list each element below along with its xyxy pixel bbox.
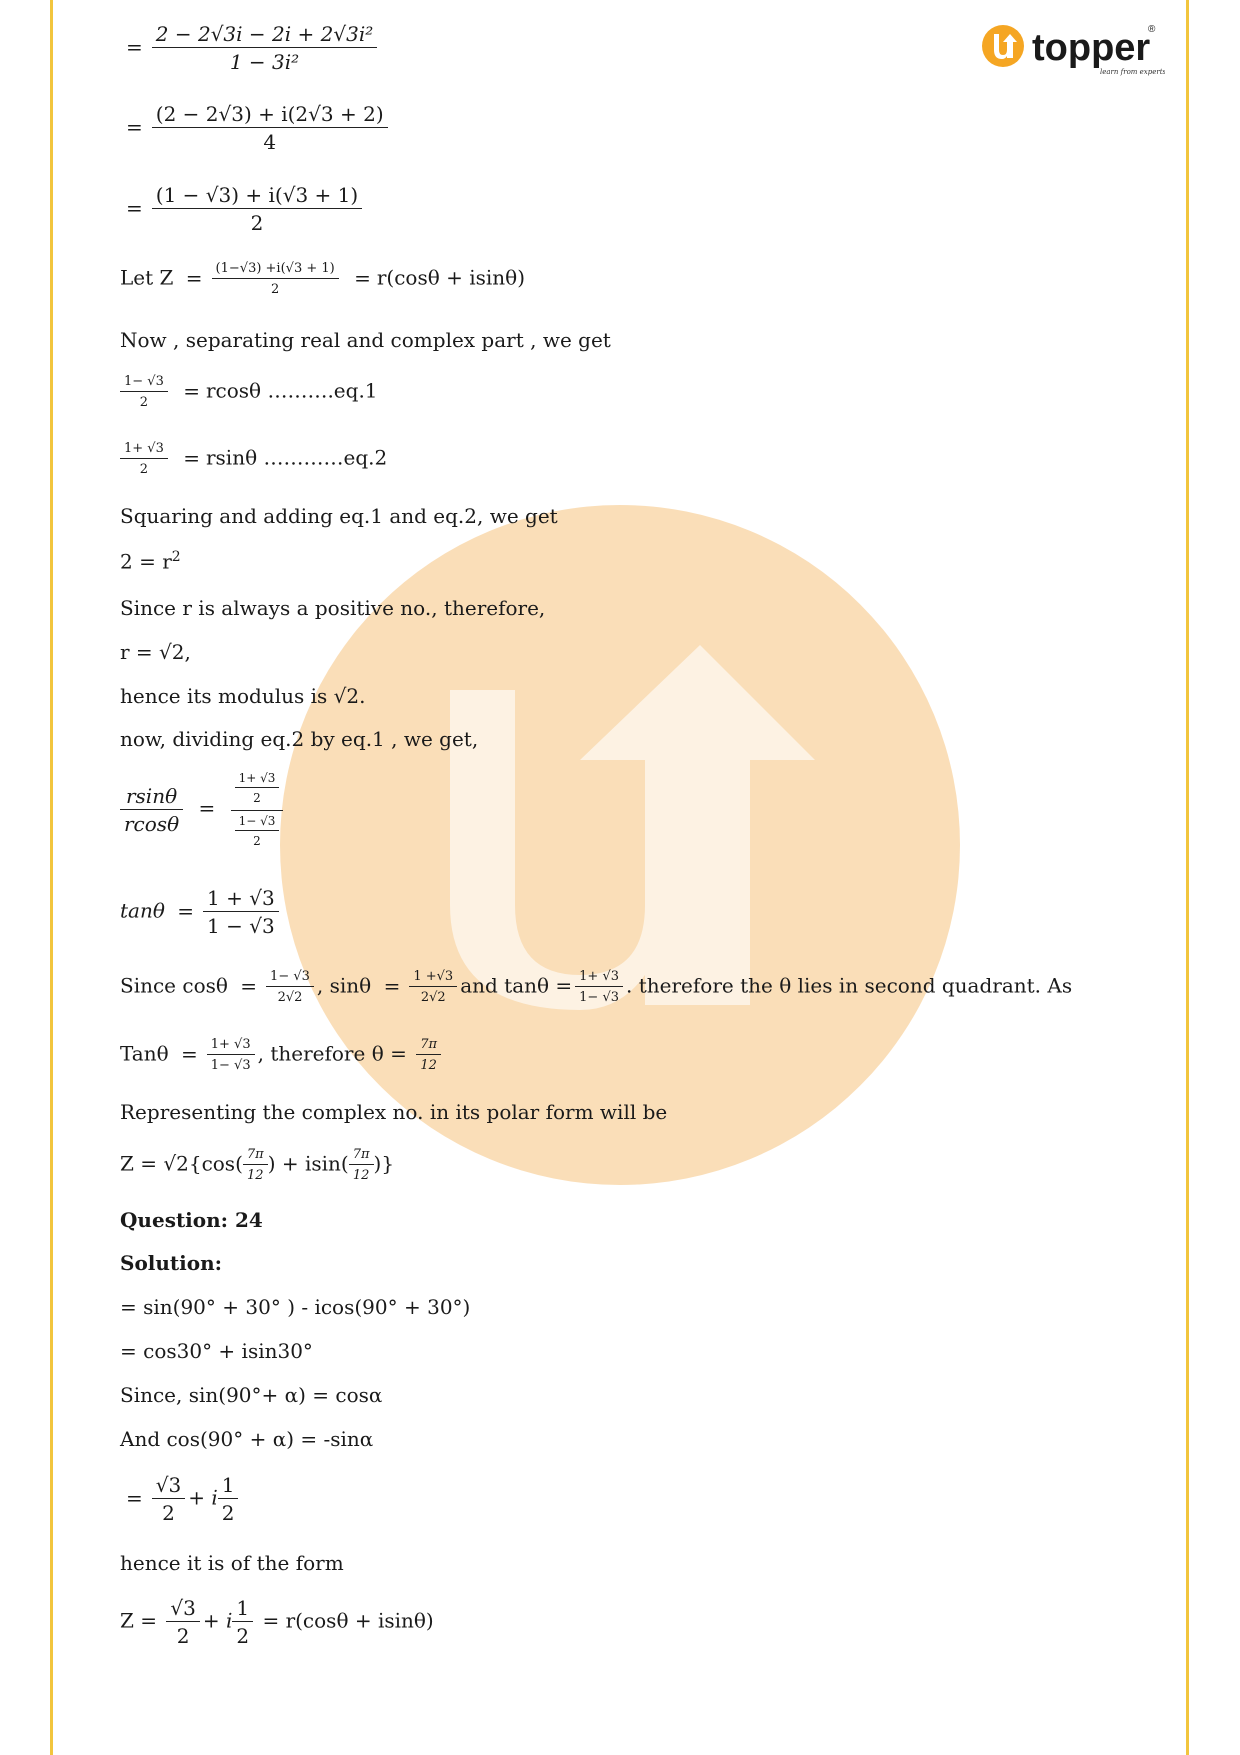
solution-line-4: And cos(90° + α) = -sinα (120, 1427, 374, 1451)
solution-line-3: Since, sin(90°+ α) = cosα (120, 1383, 383, 1407)
eq1-numerator: 2 − 2√3i − 2i + 2√3i² (152, 24, 377, 48)
sol5-num1: √3 (152, 1475, 185, 1499)
final-num2: 1 (232, 1598, 253, 1622)
ratio-equation: $\frac{rsin\theta}{rcos\theta}$ = $\frac{\frac{1+ √3}{2}}{\frac{1- √3}{2}}$ (120, 772, 286, 847)
text-form: hence it is of the form (120, 1551, 344, 1575)
eqn2-numerator: 1+ √3 (120, 442, 168, 459)
tan-lhs: tanθ (120, 898, 165, 923)
eqn2-rhs: rsinθ …………eq.2 (205, 445, 388, 470)
equation-2: = $\frac{(2 - 2√3) + i(2√3 + 2)}{4}$ (120, 104, 391, 152)
solution-line-1: = sin(90° + 30° ) - icos(90° + 30°) (120, 1295, 471, 1319)
final-num1: √3 (166, 1598, 199, 1622)
solution-line-5: = $\frac{√3}{2}$ + i $\frac{1}{2}$ (120, 1475, 241, 1523)
ratio-top-num: 1+ √3 (235, 772, 280, 788)
ratio-bot-den: 2 (253, 834, 261, 848)
final-equation (120, 1598, 434, 1646)
eq1-denominator: 1 − 3i² (229, 50, 300, 74)
theta-result: Tanθ = $\frac{1+ √3}{1- √3}$ , therefore θ = $\frac{7\pi}{12}$ (120, 1038, 444, 1072)
solution-heading: Solution: (120, 1251, 223, 1275)
tan-denominator: 1 − √3 (207, 914, 275, 938)
since-cos-prefix: Since cosθ (120, 973, 228, 998)
text-representing: Representing the complex no. in its polar form will be (120, 1100, 668, 1124)
question-heading: Question: 24 (120, 1208, 263, 1232)
final-rhs: = r(cosθ + isinθ) (262, 1608, 434, 1633)
equation-imag-part: $\frac{1+ √3}{2}$ = rsinθ …………eq.2 (120, 442, 387, 476)
eqn1-denominator: 2 (139, 395, 149, 410)
tan2-denominator: 1− √3 (210, 1058, 251, 1073)
text-squaring: Squaring and adding eq.1 and eq.2, we get (120, 504, 558, 528)
ratio-bot-num: 1− √3 (235, 815, 280, 831)
text-since-r: Since r is always a positive no., therefore, (120, 596, 546, 620)
polar-suffix: )} (373, 1151, 395, 1176)
ratio-denominator: rcosθ (124, 811, 180, 836)
eq3-denominator: 2 (250, 211, 264, 235)
cos-denominator: 2√2 (277, 990, 303, 1005)
r-value: r = √2, (120, 640, 191, 664)
tan2-numerator: 1+ √3 (207, 1038, 255, 1055)
solution-line-2: = cos30° + isin30° (120, 1339, 313, 1363)
tan2-mid: , therefore θ = (257, 1041, 407, 1066)
brand-logo (980, 20, 1165, 80)
quadrant-suffix: . therefore the θ lies in second quadrant. As (626, 973, 1073, 998)
polar-sin-denominator: 12 (352, 1168, 370, 1183)
r-squared-lhs: 2 = r (120, 549, 172, 574)
r-squared-exponent: 2 (171, 549, 181, 565)
logo-tagline: learn from experts (1100, 68, 1165, 76)
sol5-mid: + i (188, 1485, 218, 1510)
tan-label: and tanθ = (460, 973, 573, 998)
final-mid: + i (202, 1608, 233, 1633)
polar-mid: ) + isin( (267, 1151, 349, 1176)
logo-text: topper (1032, 27, 1151, 69)
sol5-num2: 1 (218, 1475, 239, 1499)
let-z-prefix: Let Z (120, 265, 174, 290)
theta-numerator: 7π (416, 1038, 441, 1055)
let-z-equation: Let Z = $\frac{(1-√3) +i(√3 + 1)}{2}$ = r(cosθ + isinθ) (120, 261, 526, 297)
polar-cos-numerator: 7π (243, 1148, 268, 1165)
text-separating: Now , separating real and complex part , we get (120, 328, 611, 352)
eqn2-denominator: 2 (139, 462, 149, 477)
text-modulus: hence its modulus is √2. (120, 684, 366, 708)
letz-numerator: (1−√3) +i(√3 + 1) (212, 262, 339, 279)
eqn1-rhs: rcosθ ……….eq.1 (205, 378, 378, 403)
ratio-numerator: rsinθ (120, 786, 183, 810)
letz-rhs: r(cosθ + isinθ) (376, 265, 526, 290)
theta-denominator: 12 (420, 1058, 437, 1073)
tan-frac-numerator: 1+ √3 (575, 970, 623, 987)
logo-graphic (980, 20, 1165, 80)
eqn1-numerator: 1− √3 (120, 375, 168, 392)
text-dividing: now, dividing eq.2 by eq.1 , we get, (120, 727, 479, 751)
page-border-left (50, 0, 53, 1755)
r-squared-equation (120, 550, 181, 572)
sol5-den2: 2 (221, 1501, 235, 1525)
sin-numerator: 1 +√3 (409, 970, 457, 987)
tan2-lhs: Tanθ (120, 1041, 169, 1066)
sin-label: , sinθ (316, 973, 372, 998)
final-den2: 2 (236, 1624, 250, 1648)
letz-denominator: 2 (270, 282, 280, 297)
page-border-right (1186, 0, 1189, 1755)
eq3-numerator: (1 − √3) + i(√3 + 1) (152, 185, 362, 209)
equation-real-part: $\frac{1- √3}{2}$ = rcosθ ……….eq.1 (120, 375, 378, 409)
polar-prefix: Z = √2{cos( (120, 1151, 243, 1176)
ratio-top-den: 2 (253, 791, 261, 805)
tan-numerator: 1 + √3 (203, 888, 279, 912)
final-lhs: Z = (120, 1608, 158, 1633)
polar-sin-numerator: 7π (349, 1148, 374, 1165)
tan-equation: tanθ = $\frac{1 + √3}{1 - √3}$ (120, 888, 282, 936)
equation-3: = $\frac{(1 - √3) + i(√3 + 1)}{2}$ (120, 185, 365, 233)
polar-cos-denominator: 12 (247, 1168, 264, 1183)
polar-form-equation (120, 1148, 394, 1182)
tan-frac-denominator: 1− √3 (579, 990, 620, 1005)
cos-numerator: 1− √3 (266, 970, 314, 987)
quadrant-statement: Since cosθ = $\frac{1- √3}{2√2}$ , sinθ = $\frac{1 +√3}{2√2}$ and tanθ = $\frac{1+ √3}{1- √3}$ . therefore the θ lies in second quadrant. As (120, 969, 1073, 1005)
eq2-numerator: (2 − 2√3) + i(2√3 + 2) (152, 104, 388, 128)
equation-1: = $\frac{\text{2 − 2√3i − 2i + 2√3i²}}{\text{1 − 3i²}}$ (120, 24, 380, 72)
eq2-denominator: 4 (263, 130, 277, 154)
final-den1: 2 (176, 1624, 190, 1648)
sin-denominator: 2√2 (420, 990, 446, 1005)
sol5-den1: 2 (162, 1501, 175, 1525)
logo-registered: ® (1148, 24, 1156, 35)
